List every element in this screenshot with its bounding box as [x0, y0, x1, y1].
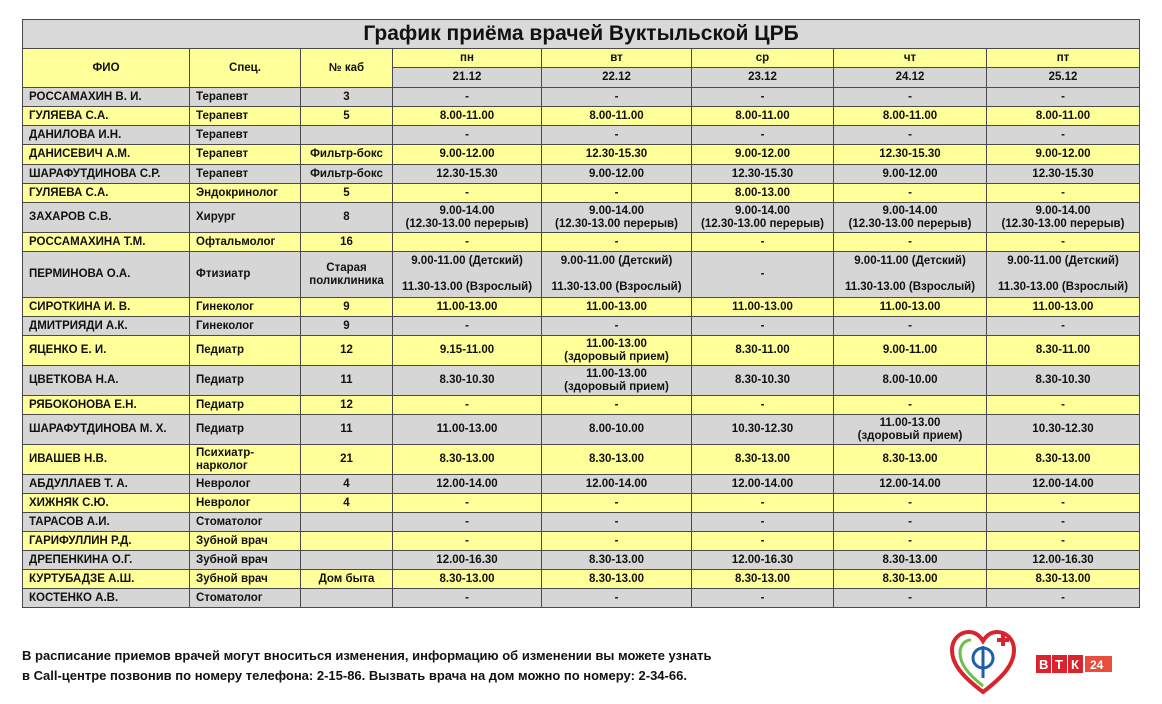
table-row: [23, 184, 1140, 203]
schedule-cell-mon: 8.00-11.00: [393, 107, 542, 126]
schedule-cell-tue: -: [542, 532, 692, 551]
schedule-cell-fri: 12.00-16.30: [987, 551, 1140, 570]
doctor-name: СИРОТКИНА И. В.: [23, 298, 190, 317]
doctor-room: Дом быта: [301, 570, 393, 589]
schedule-cell-fri-line: [989, 268, 1137, 281]
schedule-cell-fri: 12.00-14.00: [987, 475, 1140, 494]
schedule-cell-tue: -: [542, 513, 692, 532]
doctor-room: [301, 551, 393, 570]
schedule-cell-thu: 9.00-12.00: [834, 165, 987, 184]
schedule-cell-wed: -: [692, 396, 834, 415]
doctor-specialty: Педиатр: [190, 415, 301, 445]
schedule-cell-wed: 8.30-10.30: [692, 366, 834, 396]
table-row: [23, 445, 1140, 475]
schedule-cell-mon: [393, 203, 542, 233]
vtk24-logo: [1036, 655, 1112, 673]
table-row: [23, 570, 1140, 589]
doctor-room: 4: [301, 494, 393, 513]
svg-text:24: 24: [1090, 658, 1104, 672]
schedule-cell-fri: 10.30-12.30: [987, 415, 1140, 445]
doctor-specialty: Педиатр: [190, 396, 301, 415]
schedule-cell-mon-line: 11.30-13.00 (Взрослый): [401, 281, 533, 293]
doctor-name: ХИЖНЯК С.Ю.: [23, 494, 190, 513]
schedule-cell-fri: -: [987, 589, 1140, 608]
doctor-room: 11: [301, 415, 393, 445]
schedule-cell-tue-line: 9.00-11.00 (Детский): [560, 255, 673, 267]
doctor-name: ШАРАФУТДИНОВА С.Р.: [23, 165, 190, 184]
schedule-cell-tue: [542, 336, 692, 366]
schedule-cell-fri: -: [987, 532, 1140, 551]
schedule-cell-mon: 9.00-12.00: [393, 145, 542, 165]
schedule-cell-mon-line: 9.00-14.00: [439, 204, 495, 217]
schedule-cell-wed: 8.00-13.00: [692, 184, 834, 203]
table-row: [23, 317, 1140, 336]
schedule-cell-mon: 8.30-13.00: [393, 570, 542, 589]
schedule-cell-thu: -: [834, 233, 987, 252]
schedule-cell-mon: -: [393, 88, 542, 107]
schedule-cell-thu-line: 9.00-14.00: [882, 204, 938, 217]
doctor-name: ДРЕПЕНКИНА О.Г.: [23, 551, 190, 570]
schedule-cell-mon: 12.30-15.30: [393, 165, 542, 184]
doctor-specialty-line: Психиатр-: [196, 446, 255, 459]
schedule-cell-tue-line: (здоровый прием): [564, 380, 669, 393]
doctor-name: АБДУЛЛАЕВ Т. А.: [23, 475, 190, 494]
day-header-mon: пн: [393, 49, 542, 68]
schedule-cell-mon: 11.00-13.00: [393, 298, 542, 317]
schedule-cell-wed: -: [692, 494, 834, 513]
schedule-cell-tue: -: [542, 494, 692, 513]
schedule-cell-thu: -: [834, 88, 987, 107]
schedule-cell-tue-line: (12.30-13.00 перерыв): [555, 217, 678, 230]
table-row: [23, 589, 1140, 608]
schedule-cell-thu: 9.00-11.00: [834, 336, 987, 366]
doctor-name: РОССАМАХИНА Т.М.: [23, 233, 190, 252]
doctor-specialty: Терапевт: [190, 165, 301, 184]
schedule-cell-thu: [834, 203, 987, 233]
doctor-name: ГАРИФУЛЛИН Р.Д.: [23, 532, 190, 551]
note-line-2: в Call-центре позвонив по номеру телефона: 2-15-86. Вызвать врача на дом можно по номеру: 2-34-66.: [22, 668, 687, 683]
date-header-tue: 22.12: [542, 68, 692, 88]
schedule-cell-wed: 8.30-11.00: [692, 336, 834, 366]
schedule-note: [22, 646, 712, 686]
date-header-mon: 21.12: [393, 68, 542, 88]
schedule-cell-thu: 12.00-14.00: [834, 475, 987, 494]
schedule-cell-fri: 12.30-15.30: [987, 165, 1140, 184]
table-row: [23, 165, 1140, 184]
schedule-cell-mon: -: [393, 396, 542, 415]
doctor-specialty: Хирург: [190, 203, 301, 233]
schedule-cell-fri: -: [987, 494, 1140, 513]
schedule-cell-mon: -: [393, 126, 542, 145]
doctor-name: ГУЛЯЕВА С.А.: [23, 107, 190, 126]
doctor-name: ДМИТРИЯДИ А.К.: [23, 317, 190, 336]
schedule-cell-tue-line: [544, 268, 689, 281]
doctor-room: Фильтр-бокс: [301, 165, 393, 184]
table-row: [23, 233, 1140, 252]
doctor-room-line: поликлиника: [309, 274, 384, 287]
doctor-name: РОССАМАХИН В. И.: [23, 88, 190, 107]
doctor-room: 9: [301, 317, 393, 336]
schedule-cell-thu: -: [834, 184, 987, 203]
table-row: [23, 396, 1140, 415]
svg-text:К: К: [1071, 657, 1079, 672]
table-row: [23, 494, 1140, 513]
doctor-specialty: Невролог: [190, 494, 301, 513]
schedule-cell-wed: -: [692, 513, 834, 532]
doctor-name: КОСТЕНКО А.В.: [23, 589, 190, 608]
schedule-cell-fri: 8.00-11.00: [987, 107, 1140, 126]
schedule-cell-fri: -: [987, 396, 1140, 415]
schedule-cell-mon: 9.15-11.00: [393, 336, 542, 366]
schedule-cell-mon: 8.30-10.30: [393, 366, 542, 396]
schedule-cell-mon-line: [395, 268, 539, 281]
schedule-cell-wed: -: [692, 589, 834, 608]
schedule-cell-wed: 12.00-16.30: [692, 551, 834, 570]
table-row: [23, 366, 1140, 396]
schedule-cell-tue: -: [542, 184, 692, 203]
schedule-cell-mon: 8.30-13.00: [393, 445, 542, 475]
schedule-cell-wed: -: [692, 532, 834, 551]
table-row: [23, 475, 1140, 494]
schedule-cell-wed-line: (12.30-13.00 перерыв): [701, 217, 824, 230]
day-header-wed: ср: [692, 49, 834, 68]
schedule-cell-wed: 10.30-12.30: [692, 415, 834, 445]
doctor-specialty: Терапевт: [190, 126, 301, 145]
schedule-cell-tue: [542, 203, 692, 233]
note-line-1: В расписание приемов врачей могут вноситься изменения, информацию об изменении вы можете узнать: [22, 648, 712, 663]
schedule-cell-mon: 11.00-13.00: [393, 415, 542, 445]
doctor-name: ПЕРМИНОВА О.А.: [23, 252, 190, 298]
table-row: [23, 126, 1140, 145]
doctor-name: ИВАШЕВ Н.В.: [23, 445, 190, 475]
doctor-name: ДАНИСЕВИЧ А.М.: [23, 145, 190, 165]
schedule-cell-thu-line: 11.30-13.00 (Взрослый): [844, 281, 976, 293]
schedule-cell-thu: 8.00-10.00: [834, 366, 987, 396]
doctor-room: 5: [301, 184, 393, 203]
schedule-cell-fri: -: [987, 233, 1140, 252]
schedule-cell-fri: 8.30-13.00: [987, 570, 1140, 589]
schedule-cell-fri: -: [987, 184, 1140, 203]
doctor-specialty: Гинеколог: [190, 298, 301, 317]
schedule-cell-thu: 8.30-13.00: [834, 570, 987, 589]
schedule-cell-wed-line: 9.00-14.00: [735, 204, 790, 217]
schedule-cell-wed: 12.30-15.30: [692, 165, 834, 184]
doctor-specialty: Зубной врач: [190, 532, 301, 551]
day-header-tue: вт: [542, 49, 692, 68]
schedule-cell-thu: 12.30-15.30: [834, 145, 987, 165]
doctor-name: ГУЛЯЕВА С.А.: [23, 184, 190, 203]
doctor-name: ЦВЕТКОВА Н.А.: [23, 366, 190, 396]
schedule-cell-fri: 8.30-10.30: [987, 366, 1140, 396]
doctor-specialty: Терапевт: [190, 88, 301, 107]
schedule-cell-tue: 8.00-11.00: [542, 107, 692, 126]
schedule-cell-thu: -: [834, 532, 987, 551]
schedule-cell-fri: [987, 203, 1140, 233]
doctor-room: 9: [301, 298, 393, 317]
schedule-cell-fri-line: (12.30-13.00 перерыв): [1001, 217, 1125, 230]
table-row: [23, 513, 1140, 532]
schedule-cell-mon-line: 9.00-11.00 (Детский): [411, 255, 523, 267]
doctor-room: [301, 126, 393, 145]
date-header-thu: 24.12: [834, 68, 987, 88]
doctor-specialty: Гинеколог: [190, 317, 301, 336]
schedule-cell-wed: 11.00-13.00: [692, 298, 834, 317]
doctor-name: ЗАХАРОВ С.В.: [23, 203, 190, 233]
schedule-cell-tue: -: [542, 88, 692, 107]
schedule-cell-thu: -: [834, 513, 987, 532]
table-row: [23, 252, 1140, 298]
doctor-specialty: Офтальмолог: [190, 233, 301, 252]
doctor-specialty: Эндокринолог: [190, 184, 301, 203]
schedule-cell-thu: 8.00-11.00: [834, 107, 987, 126]
doctor-room: 4: [301, 475, 393, 494]
schedule-cell-tue: 8.30-13.00: [542, 445, 692, 475]
schedule-cell-mon: -: [393, 317, 542, 336]
doctor-specialty: Стоматолог: [190, 589, 301, 608]
schedule-cell-thu-line: (здоровый прием): [857, 429, 963, 442]
doctor-room: 11: [301, 366, 393, 396]
doctor-specialty: Зубной врач: [190, 570, 301, 589]
doctor-room: [301, 252, 393, 298]
schedule-cell-wed: -: [692, 317, 834, 336]
doctor-name: ШАРАФУТДИНОВА М. Х.: [23, 415, 190, 445]
schedule-cell-fri: 9.00-12.00: [987, 145, 1140, 165]
doctor-room: 16: [301, 233, 393, 252]
schedule-cell-fri: 11.00-13.00: [987, 298, 1140, 317]
day-header-fri: пт: [987, 49, 1140, 68]
doctor-specialty-line: нарколог: [196, 459, 248, 472]
schedule-cell-thu-line: [836, 268, 984, 281]
doctor-room-line: Старая: [326, 261, 367, 274]
doctor-name: РЯБОКОНОВА Е.Н.: [23, 396, 190, 415]
column-header-name: ФИО: [23, 49, 190, 88]
doctor-room: 21: [301, 445, 393, 475]
doctor-room: [301, 589, 393, 608]
doctor-specialty: Педиатр: [190, 366, 301, 396]
schedule-cell-fri: -: [987, 88, 1140, 107]
doctor-specialty: [190, 445, 301, 475]
schedule-cell-fri: -: [987, 126, 1140, 145]
schedule-cell-thu-line: 11.00-13.00: [879, 416, 941, 429]
schedule-cell-thu: [834, 415, 987, 445]
schedule-cell-thu: [834, 252, 987, 298]
schedule-cell-tue: [542, 252, 692, 298]
column-header-spec: Спец.: [190, 49, 301, 88]
schedule-cell-wed: -: [692, 252, 834, 298]
schedule-cell-tue-line: 11.00-13.00: [586, 337, 647, 350]
table-row: [23, 336, 1140, 366]
doctor-specialty: Терапевт: [190, 107, 301, 126]
doctor-name: ЯЦЕНКО Е. И.: [23, 336, 190, 366]
schedule-cell-tue: [542, 366, 692, 396]
doctor-name: КУРТУБАДЗЕ А.Ш.: [23, 570, 190, 589]
schedule-cell-tue: 12.30-15.30: [542, 145, 692, 165]
schedule-cell-tue: -: [542, 317, 692, 336]
schedule-table: [22, 19, 1140, 608]
schedule-cell-wed: 8.00-11.00: [692, 107, 834, 126]
schedule-cell-wed: 8.30-13.00: [692, 570, 834, 589]
schedule-cell-tue: 9.00-12.00: [542, 165, 692, 184]
schedule-cell-thu: 11.00-13.00: [834, 298, 987, 317]
table-row: [23, 107, 1140, 126]
schedule-cell-thu: -: [834, 494, 987, 513]
schedule-cell-thu: -: [834, 396, 987, 415]
schedule-cell-tue: -: [542, 396, 692, 415]
schedule-cell-mon: -: [393, 532, 542, 551]
schedule-cell-thu: -: [834, 317, 987, 336]
doctor-room: 8: [301, 203, 393, 233]
schedule-cell-mon: -: [393, 513, 542, 532]
doctor-room: 12: [301, 396, 393, 415]
schedule-cell-tue: -: [542, 233, 692, 252]
doctor-specialty: Терапевт: [190, 145, 301, 165]
table-row: [23, 88, 1140, 107]
schedule-cell-mon: 12.00-16.30: [393, 551, 542, 570]
column-header-room: № каб: [301, 49, 393, 88]
schedule-cell-tue: 12.00-14.00: [542, 475, 692, 494]
schedule-cell-thu: 8.30-13.00: [834, 551, 987, 570]
svg-text:Т: Т: [1055, 657, 1063, 672]
schedule-cell-fri-line: 11.30-13.00 (Взрослый): [997, 281, 1129, 293]
schedule-cell-fri-line: 9.00-14.00: [1035, 204, 1091, 217]
schedule-cell-mon: -: [393, 184, 542, 203]
schedule-cell-mon-line: (12.30-13.00 перерыв): [405, 217, 529, 230]
doctor-specialty: Невролог: [190, 475, 301, 494]
schedule-cell-mon: -: [393, 589, 542, 608]
schedule-cell-thu-line: (12.30-13.00 перерыв): [848, 217, 972, 230]
schedule-cell-wed: -: [692, 88, 834, 107]
schedule-cell-thu-line: 9.00-11.00 (Детский): [854, 255, 966, 267]
schedule-cell-wed: [692, 203, 834, 233]
schedule-cell-fri-line: 9.00-11.00 (Детский): [1007, 255, 1119, 267]
doctor-room: [301, 513, 393, 532]
page-title: График приёма врачей Вуктыльской ЦРБ: [23, 20, 1140, 49]
schedule-cell-tue: 11.00-13.00: [542, 298, 692, 317]
schedule-cell-tue-line: 9.00-14.00: [589, 204, 644, 217]
doctor-name: ТАРАСОВ А.И.: [23, 513, 190, 532]
schedule-cell-mon: -: [393, 233, 542, 252]
table-row: [23, 415, 1140, 445]
table-row: [23, 298, 1140, 317]
schedule-cell-fri: -: [987, 317, 1140, 336]
schedule-cell-fri: [987, 252, 1140, 298]
schedule-cell-wed: 8.30-13.00: [692, 445, 834, 475]
schedule-cell-mon: -: [393, 494, 542, 513]
schedule-cell-wed: -: [692, 233, 834, 252]
schedule-cell-thu: -: [834, 589, 987, 608]
doctor-specialty: Зубной врач: [190, 551, 301, 570]
doctor-name: ДАНИЛОВА И.Н.: [23, 126, 190, 145]
schedule-cell-wed: 9.00-12.00: [692, 145, 834, 165]
table-row: [23, 145, 1140, 165]
svg-text:В: В: [1039, 657, 1049, 672]
schedule-cell-thu: 8.30-13.00: [834, 445, 987, 475]
schedule-cell-fri: 8.30-11.00: [987, 336, 1140, 366]
schedule-cell-wed: -: [692, 126, 834, 145]
doctor-room: [301, 532, 393, 551]
schedule-cell-wed: 12.00-14.00: [692, 475, 834, 494]
table-row: [23, 551, 1140, 570]
schedule-cell-thu: -: [834, 126, 987, 145]
doctor-specialty: Фтизиатр: [190, 252, 301, 298]
schedule-cell-tue-line: (здоровый прием): [564, 350, 669, 363]
date-header-wed: 23.12: [692, 68, 834, 88]
day-header-thu: чт: [834, 49, 987, 68]
schedule-cell-tue-line: 11.30-13.00 (Взрослый): [551, 281, 682, 293]
schedule-cell-tue-line: 11.00-13.00: [586, 367, 647, 380]
doctor-room: 12: [301, 336, 393, 366]
doctor-room: 5: [301, 107, 393, 126]
doctor-room: Фильтр-бокс: [301, 145, 393, 165]
doctor-room: 3: [301, 88, 393, 107]
date-header-fri: 25.12: [987, 68, 1140, 88]
schedule-cell-fri: 8.30-13.00: [987, 445, 1140, 475]
hospital-heart-logo: [948, 628, 1018, 696]
schedule-cell-tue: 8.30-13.00: [542, 551, 692, 570]
schedule-cell-mon: [393, 252, 542, 298]
doctor-specialty: Педиатр: [190, 336, 301, 366]
doctor-specialty: Стоматолог: [190, 513, 301, 532]
schedule-cell-tue: 8.00-10.00: [542, 415, 692, 445]
schedule-cell-tue: -: [542, 126, 692, 145]
schedule-cell-tue: 8.30-13.00: [542, 570, 692, 589]
table-row: [23, 532, 1140, 551]
schedule-cell-fri: -: [987, 513, 1140, 532]
table-row: [23, 203, 1140, 233]
schedule-cell-mon: 12.00-14.00: [393, 475, 542, 494]
schedule-cell-tue: -: [542, 589, 692, 608]
